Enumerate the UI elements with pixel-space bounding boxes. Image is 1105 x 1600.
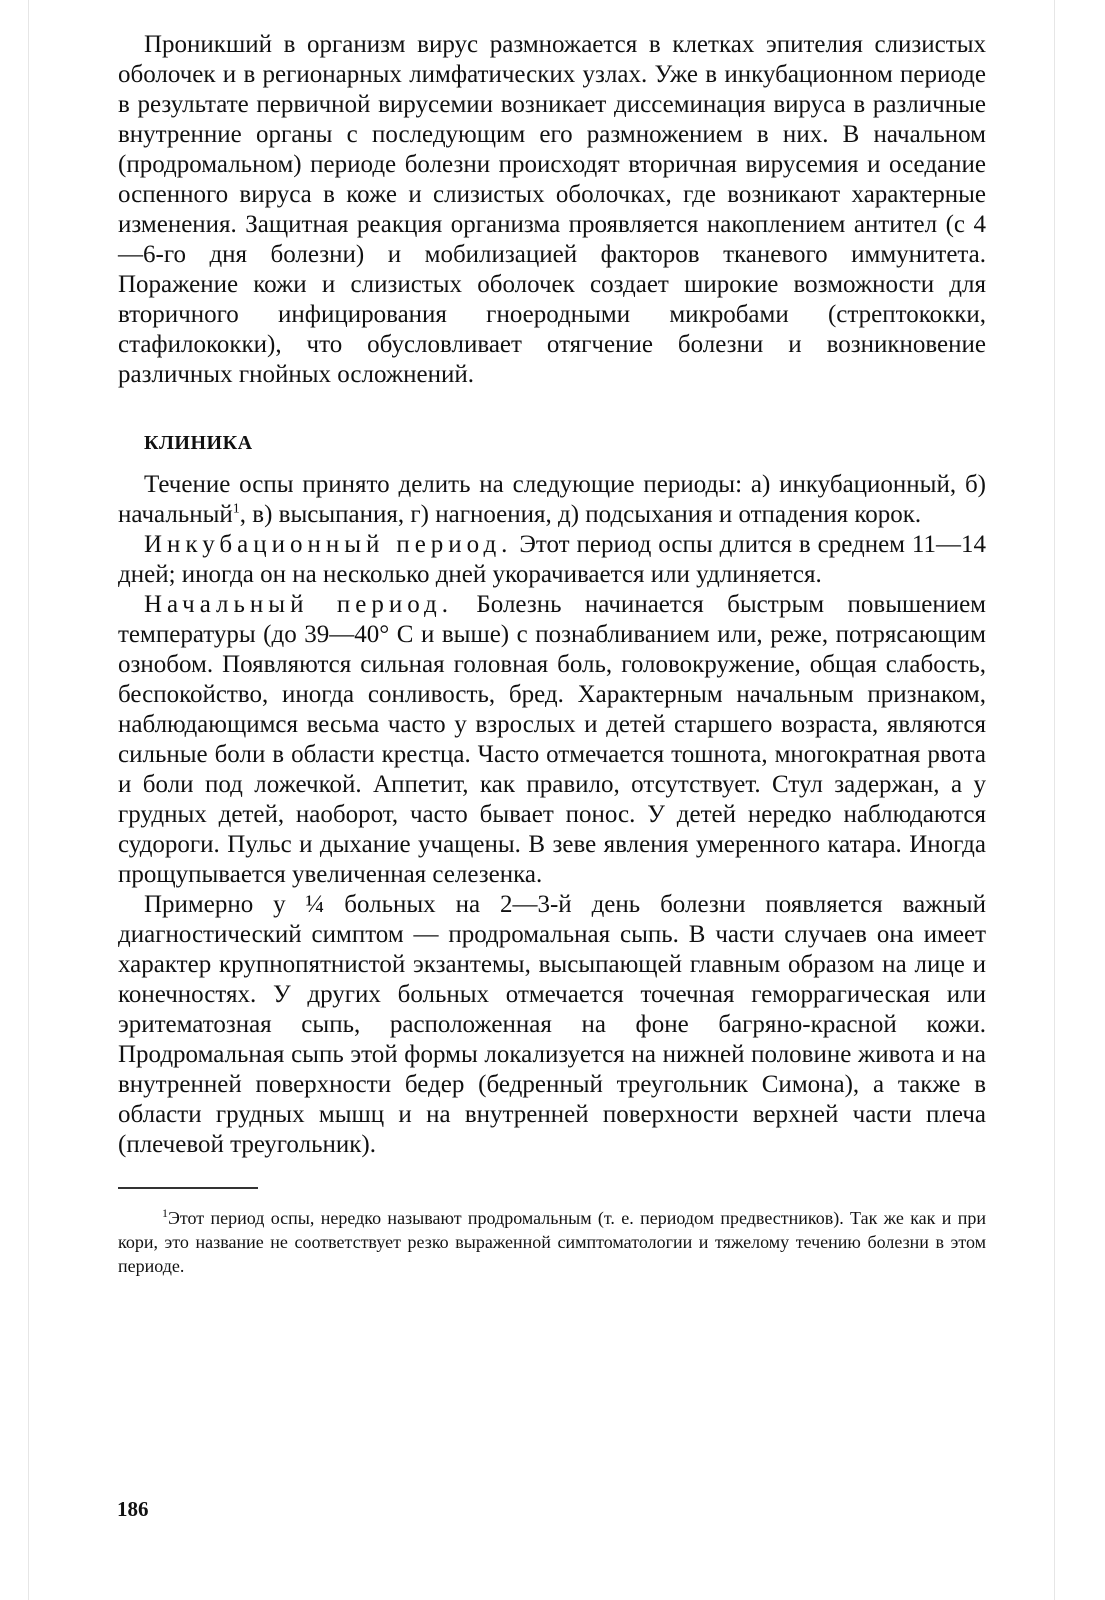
paragraph-pathogenesis: Проникший в организм вирус размножается в клетках эпителия слизистых оболочек и в регионарных лимфатических узлах. Уже в инкубационном периоде в результате первичной вирусемии возникает диссеминация вируса в различные внутренние органы с последующим его размножением в них. В начальном (продромальном) периоде болезни происходят вторичная вирусемия и оседание оспенного вируса в коже и слизистых оболочках, где возникают характерные изменения. Защитная реакция организма проявляется накоплением антител (с 4—6-го дня болезни) и мобилизацией факторов тканевого иммунитета. Поражение кожи и слизистых оболочек создает широкие возможности для вторичного инфицирования гноеродными микробами (стрептококки, стафилококки), что обусловливает отягчение болезни и возникновение различных гнойных осложнений. <box>118 31 986 388</box>
initial-text: Болезнь начинается быстрым повышением температуры (до 39—40° С и выше) с познабливанием или, реже, потрясающим ознобом. Появляются сильная головная боль, головокружение, общая слабость, беспокойство, иногда сонливость, бред. Характерным начальным признаком, наблюдающимся весьма часто у взрослых и детей старшего возраста, являются сильные боли в области крестца. Часто отмечается тошнота, многократная рвота и боли под ложечкой. Аппетит, как правило, отсутствует. Стул задержан, а у грудных детей, наоборот, часто бывает понос. У детей нередко наблюдаются судороги. Пульс и дыхание учащены. В зеве явления умеренного катара. Иногда прощупывается увеличенная селезенка. <box>118 591 987 888</box>
paragraph-incubation-period <box>118 530 986 590</box>
page-edge-left <box>28 0 29 1600</box>
periods-text-before: Течение оспы принято делить на следующие периоды: а) инкубационный, б) начальный <box>118 471 986 528</box>
incubation-text: Этот период оспы длится в среднем 11—14 дней; иногда он на несколько дней укорачивается или удлиняется. <box>118 531 986 588</box>
footnote <box>118 1206 986 1278</box>
footnote-divider <box>118 1187 258 1189</box>
paragraph-periods <box>118 470 986 530</box>
page-number: 186 <box>117 1497 149 1521</box>
paragraph-prodromal-rash: Примерно у ¼ больных на 2—3-й день болезни появляется важный диагностический симптом — продромальная сыпь. В части случаев она имеет характер крупнопятнистой экзантемы, высыпающей главным образом на лице и конечностях. У других больных отмечается точечная геморрагическая или эритематозная сыпь, расположенная на фоне багряно-красной кожи. Продромальная сыпь этой формы локализуется на нижней половине живота и на внутренней поверхности бедер (бедренный треугольник Симона), а также в области грудных мышц и на внутренней поверхности верхней части плеча (плечевой треугольник). <box>118 891 986 1158</box>
footnote-text: Этот период оспы, нередко называют продромальным (т. е. периодом предвестников). Так же как и при кори, это название не соответствует резко выраженной симптоматологии и тяжелому течению болезни в этом периоде. <box>118 1208 986 1276</box>
initial-term: Начальный период. <box>144 591 453 618</box>
footnote-reference: 1 <box>232 501 240 517</box>
section-heading: КЛИНИКА <box>144 432 253 454</box>
page-content <box>118 30 986 1278</box>
periods-text-after: , в) высыпания, г) нагноения, д) подсыхания и отпадения корок. <box>239 501 922 528</box>
footnote-mark: 1 <box>162 1206 168 1220</box>
page-edge-right <box>1054 0 1055 1600</box>
incubation-term: Инкубационный период. <box>144 531 513 558</box>
paragraph-initial-period <box>118 590 986 890</box>
